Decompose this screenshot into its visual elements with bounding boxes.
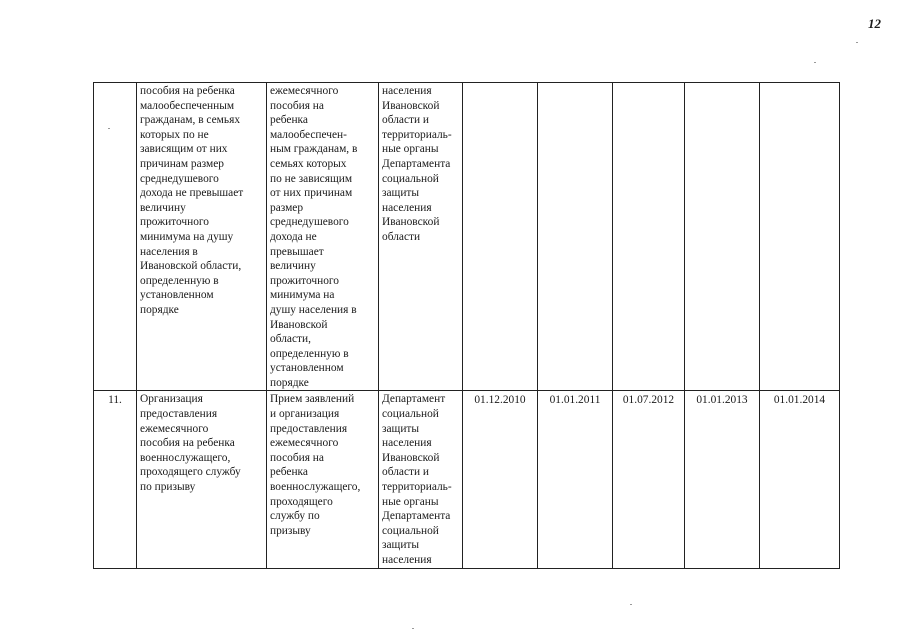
date-cell-1 (463, 83, 538, 391)
date-cell-3: 01.07.2012 (613, 391, 685, 568)
date-cell-2 (538, 83, 613, 391)
responsible-text: Департамент социальной защиты населения Ивановской области и территориаль- ные органы Департамента социальной защиты населения (382, 393, 452, 566)
row-number (94, 83, 137, 391)
responsible-cell (379, 83, 463, 391)
responsible-text: населения Ивановской области и территориаль- ные органы Департамента социальной защиты населения Ивановской области (382, 85, 452, 243)
measure-text: Организация предоставления ежемесячного пособия на ребенка военнослужащего, проходящего службу по призыву (140, 393, 241, 494)
date-cell-5 (760, 83, 840, 391)
date-cell-5: 01.01.2014 (760, 391, 840, 568)
scan-speck (814, 62, 816, 63)
measure-cell (137, 391, 267, 568)
date-cell-3 (613, 83, 685, 391)
scan-speck (856, 42, 858, 43)
measure-cell (137, 83, 267, 391)
page-number: 12 (868, 16, 881, 31)
service-cell (267, 83, 379, 391)
measures-table (93, 82, 840, 569)
service-text: ежемесячного пособия на ребенка малообеспечен- ным гражданам, в семьях которых по не зависящим от них причинам размер среднедушевого дохода не превышает величину прожиточного минимума на душу населения в Ивановской области, определенную в установленном порядке (270, 85, 358, 389)
responsible-cell (379, 391, 463, 568)
date-cell-2: 01.01.2011 (538, 391, 613, 568)
measure-text: пособия на ребенка малообеспеченным гражданам, в семьях которых по не зависящим от них причинам размер среднедушевого дохода не превышает величину прожиточного минимума на душу населения в Ивановской области, определенную в установленном порядке (140, 85, 244, 316)
scan-speck (630, 604, 632, 605)
service-text: Прием заявлений и организация предоставления ежемесячного пособия на ребенка военнослужащего, проходящего службу по призыву (270, 393, 361, 537)
table-row (94, 391, 840, 568)
scan-speck (412, 628, 414, 629)
table-row (94, 83, 840, 391)
date-cell-4: 01.01.2013 (685, 391, 760, 568)
row-number: 11. (94, 391, 137, 568)
service-cell (267, 391, 379, 568)
date-cell-1: 01.12.2010 (463, 391, 538, 568)
date-cell-4 (685, 83, 760, 391)
scan-speck (108, 128, 110, 129)
